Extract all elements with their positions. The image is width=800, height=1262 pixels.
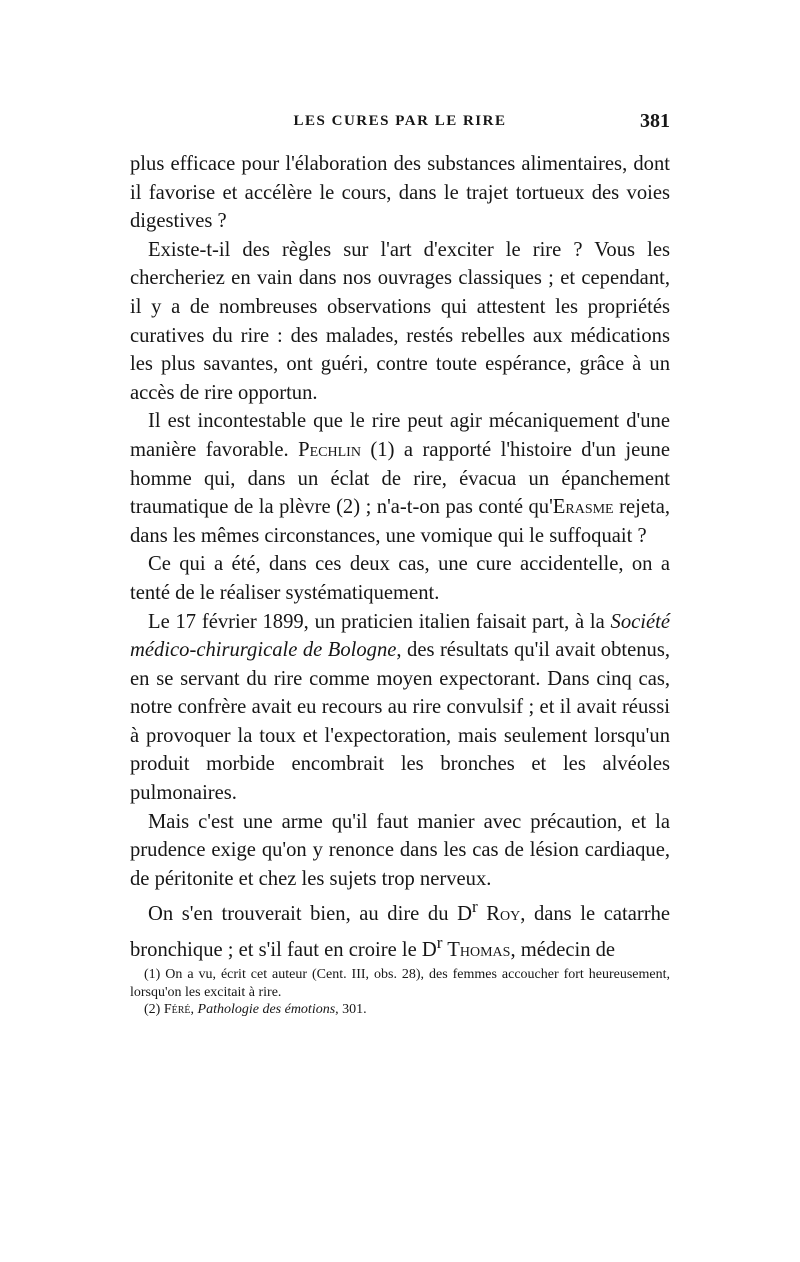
footnote-2-author: Féré — [163, 1002, 191, 1017]
paragraph-3-text-b: (1) a rapporté l'histoire d'un jeune homme qui, dans un éclat de rire, évacua un épanchement traumatique de la plèvre (2) ; n'a-t-on pas conté qu' — [130, 438, 670, 519]
paragraph-4: Ce qui a été, dans ces deux cas, une cure accidentelle, on a tenté de le réaliser systématiquement. — [130, 553, 670, 604]
footnote-2-page: , 301. — [335, 1002, 367, 1017]
footnote-2-title: Pathologie des émotions — [197, 1002, 336, 1017]
paragraph-6: Mais c'est une arme qu'il faut manier avec précaution, et la prudence exige qu'on y renonce dans les cas de lésion cardiaque, de péritonite et chez les sujets trop nerveux. — [130, 810, 670, 890]
paragraph-5-text-a: Le 17 février 1899, un praticien italien faisait part, à la — [148, 610, 611, 633]
body-text — [130, 150, 670, 964]
running-head — [130, 110, 670, 143]
paragraph-2: Existe-t-il des règles sur l'art d'exciter le rire ? Vous les chercheriez en vain dans nos ouvrages classiques ; et cependant, il y a de nombreuses observations qui attestent les propriétés curatives du rire : des malades, restés rebelles aux médications les plus savantes, ont guéri, contre toute espérance, grâce à un accès de rire opportun. — [130, 238, 670, 404]
author-name-thomas: Thomas — [442, 938, 511, 961]
running-title: LES CURES PAR LE RIRE — [293, 113, 507, 129]
paragraph-5-text-b: , des résultats qu'il avait obtenus, en se servant du rire comme moyen expectorant. Dans cinq cas, notre confrère avait eu recours au rire convulsif ; et il avait réussi à provoquer la toux et l'expectoration, mais seulement lorsqu'un produit morbide encombrait les bronches et les alvéoles pulmonaires. — [130, 639, 670, 805]
author-name-erasme: Erasme — [552, 496, 614, 519]
footnote-2-separator: , — [190, 1002, 198, 1017]
paragraph-5 — [130, 608, 670, 808]
society-name: Société médico-chirurgicale de Bologne — [130, 610, 670, 662]
footnote-2-number: (2) — [144, 1002, 164, 1017]
doctor-abbrev-1: r — [471, 897, 478, 917]
paragraph-7 — [130, 893, 670, 964]
paragraph-7-text-b: , dans le catarrhe bronchique ; et s'il faut en croire le D — [130, 903, 671, 961]
paragraph-1: plus efficace pour l'élaboration des substances alimentaires, dont il favorise et accélère le cours, dans le trajet tortueux des voies digestives ? — [130, 153, 670, 233]
paragraph-3-text-a: Il est incontestable que le rire peut agir mécaniquement d'une manière favorable. — [130, 410, 670, 461]
footnotes — [130, 966, 670, 1019]
author-name-pechlin: Pechlin — [298, 438, 361, 461]
doctor-abbrev-2: r — [436, 932, 443, 952]
footnote-1: (1) On a vu, écrit cet auteur (Cent. III, obs. 28), des femmes accoucher fort heureusement, lorsqu'on les excitait à rire. — [130, 967, 670, 1000]
author-name-roy: Roy — [477, 903, 521, 926]
paragraph-7-text-c: , médecin de — [510, 938, 616, 961]
paragraph-3-text-c: rejeta, dans les mêmes circonstances, une vomique qui le suffoquait ? — [130, 496, 670, 547]
page-number: 381 — [640, 110, 670, 132]
paragraph-3 — [130, 407, 670, 550]
footnote-2 — [130, 1001, 670, 1019]
paragraph-7-text-a: On s'en trouverait bien, au dire du D — [148, 903, 472, 926]
